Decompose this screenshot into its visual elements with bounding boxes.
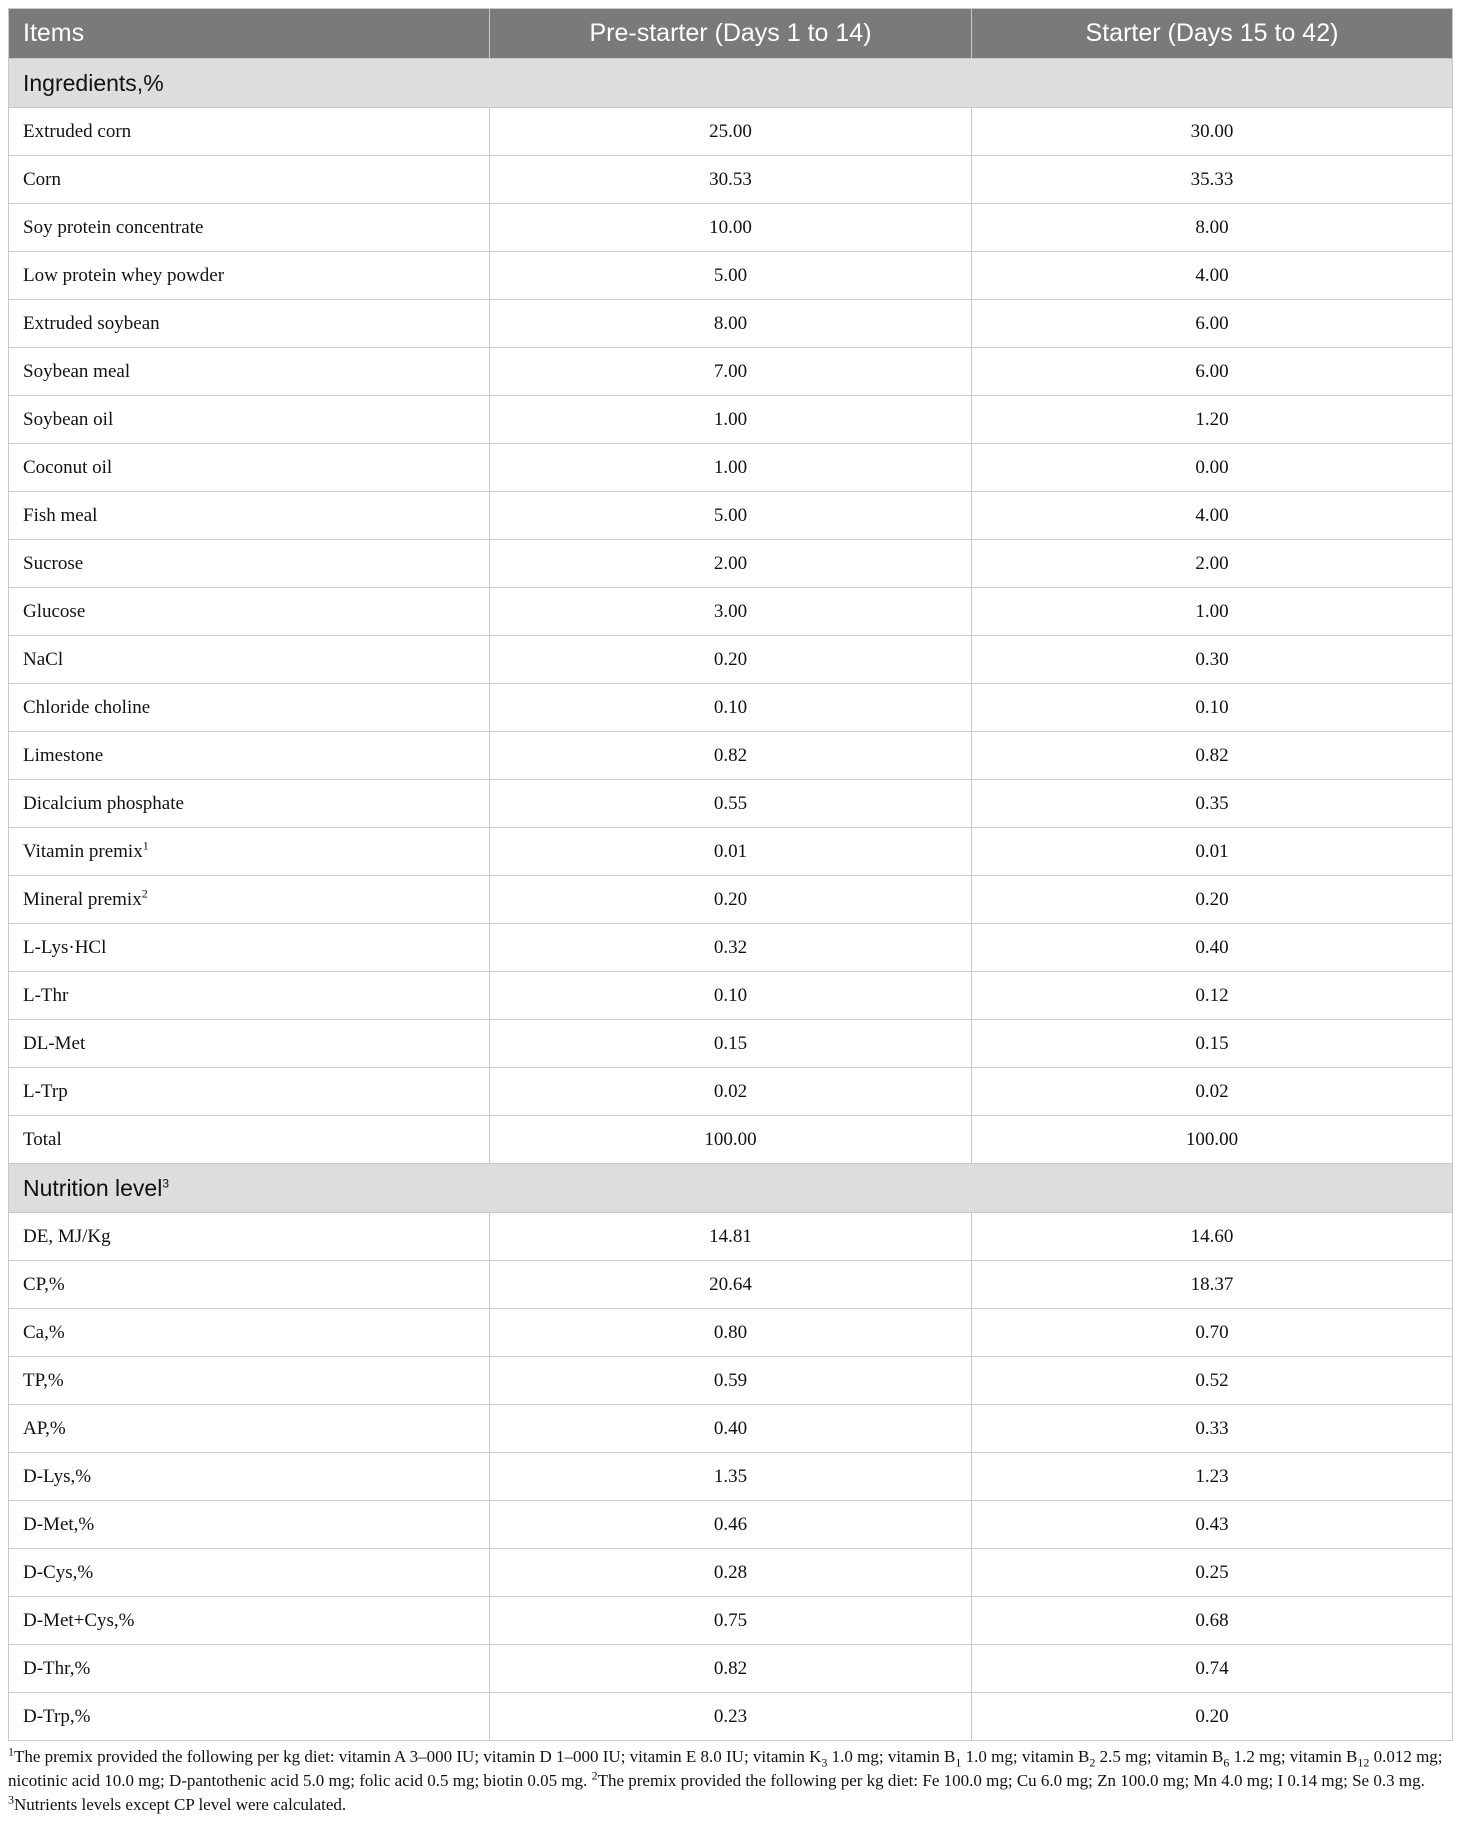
pre-starter-value: 0.20 xyxy=(490,636,972,684)
starter-value: 0.10 xyxy=(972,684,1453,732)
starter-value: 0.00 xyxy=(972,444,1453,492)
item-name-cell xyxy=(9,1020,490,1068)
footnote-text: The premix provided the following per kg diet: Fe 100.0 mg; Cu 6.0 mg; Zn 100.0 mg; Mn 4.0 mg; I 0.14 mg; Se 0.3 mg. xyxy=(597,1771,1425,1790)
pre-starter-value: 0.59 xyxy=(490,1357,972,1405)
item-name: L-Thr xyxy=(23,984,69,1006)
item-name: CP,% xyxy=(23,1273,65,1295)
starter-value: 0.35 xyxy=(972,780,1453,828)
item-name-cell xyxy=(9,1261,490,1309)
footnote-text: 1.0 mg; vitamin B xyxy=(961,1747,1090,1766)
starter-value: 0.33 xyxy=(972,1405,1453,1453)
item-name: Glucose xyxy=(23,600,86,622)
footnote-subscript: 3 xyxy=(821,1755,828,1770)
footnote-marker: 2 xyxy=(141,886,148,901)
item-name-cell xyxy=(9,444,490,492)
item-name: TP,% xyxy=(23,1369,64,1391)
starter-value: 30.00 xyxy=(972,108,1453,156)
footnote-marker: 1 xyxy=(8,1744,14,1759)
starter-value: 4.00 xyxy=(972,492,1453,540)
pre-starter-value: 7.00 xyxy=(490,348,972,396)
pre-starter-value: 0.82 xyxy=(490,732,972,780)
item-name: AP,% xyxy=(23,1417,66,1439)
item-name-cell xyxy=(9,780,490,828)
starter-value: 6.00 xyxy=(972,348,1453,396)
pre-starter-value: 30.53 xyxy=(490,156,972,204)
table-row xyxy=(9,108,1453,156)
pre-starter-value: 0.10 xyxy=(490,972,972,1020)
header-starter: Starter (Days 15 to 42) xyxy=(972,9,1453,59)
item-name-cell xyxy=(9,540,490,588)
item-name-cell xyxy=(9,684,490,732)
table-row xyxy=(9,1213,1453,1261)
pre-starter-value: 1.00 xyxy=(490,444,972,492)
starter-value: 18.37 xyxy=(972,1261,1453,1309)
pre-starter-value: 0.80 xyxy=(490,1309,972,1357)
item-name-cell xyxy=(9,1549,490,1597)
item-name: Fish meal xyxy=(23,504,98,526)
item-name-cell xyxy=(9,972,490,1020)
section-row xyxy=(9,59,1453,108)
item-name-cell xyxy=(9,1645,490,1693)
table-row xyxy=(9,444,1453,492)
footnote-subscript: 6 xyxy=(1223,1755,1230,1770)
item-name: DL-Met xyxy=(23,1032,86,1054)
pre-starter-value: 0.15 xyxy=(490,1020,972,1068)
table-row xyxy=(9,540,1453,588)
footnote-marker: 2 xyxy=(591,1768,598,1783)
pre-starter-value: 0.10 xyxy=(490,684,972,732)
section-title xyxy=(9,59,1453,108)
item-name-cell xyxy=(9,588,490,636)
item-name: NaCl xyxy=(23,648,64,670)
footnote-text: The premix provided the following per kg diet: vitamin A 3–000 IU; vitamin D 1–000 IU; vitamin E 8.0 IU; vitamin K xyxy=(14,1747,822,1766)
starter-value: 8.00 xyxy=(972,204,1453,252)
starter-value: 0.40 xyxy=(972,924,1453,972)
table-row xyxy=(9,492,1453,540)
item-name: Ca,% xyxy=(23,1321,65,1343)
starter-value: 0.43 xyxy=(972,1501,1453,1549)
pre-starter-value: 10.00 xyxy=(490,204,972,252)
item-name-cell xyxy=(9,876,490,924)
starter-value: 4.00 xyxy=(972,252,1453,300)
item-name-cell xyxy=(9,1405,490,1453)
table-row xyxy=(9,1020,1453,1068)
table-row xyxy=(9,1549,1453,1597)
item-name: D-Lys,% xyxy=(23,1465,92,1487)
item-name: Corn xyxy=(23,168,61,190)
header-row xyxy=(9,9,1453,59)
item-name: Low protein whey powder xyxy=(23,264,225,286)
item-name-cell xyxy=(9,348,490,396)
table-row xyxy=(9,156,1453,204)
starter-value: 2.00 xyxy=(972,540,1453,588)
item-name-cell xyxy=(9,1501,490,1549)
table-row xyxy=(9,1405,1453,1453)
starter-value: 0.74 xyxy=(972,1645,1453,1693)
table-row xyxy=(9,1116,1453,1164)
item-name: DE, MJ/Kg xyxy=(23,1225,111,1247)
footnote-subscript: 2 xyxy=(1089,1755,1096,1770)
footnote-marker: 3 xyxy=(162,1175,170,1190)
pre-starter-value: 20.64 xyxy=(490,1261,972,1309)
item-name: D-Met,% xyxy=(23,1513,95,1535)
table-row xyxy=(9,396,1453,444)
item-name-cell xyxy=(9,396,490,444)
item-name: Sucrose xyxy=(23,552,84,574)
starter-value: 0.70 xyxy=(972,1309,1453,1357)
starter-value: 35.33 xyxy=(972,156,1453,204)
item-name-cell xyxy=(9,204,490,252)
starter-value: 100.00 xyxy=(972,1116,1453,1164)
section-title-text: Ingredients,% xyxy=(23,69,164,96)
pre-starter-value: 0.46 xyxy=(490,1501,972,1549)
item-name-cell xyxy=(9,156,490,204)
diet-composition-table xyxy=(8,8,1453,1741)
pre-starter-value: 25.00 xyxy=(490,108,972,156)
item-name: Soybean meal xyxy=(23,360,131,382)
pre-starter-value: 0.75 xyxy=(490,1597,972,1645)
table-row xyxy=(9,1068,1453,1116)
header-items: Items xyxy=(9,9,490,59)
starter-value: 14.60 xyxy=(972,1213,1453,1261)
starter-value: 0.15 xyxy=(972,1020,1453,1068)
section-title xyxy=(9,1164,1453,1213)
starter-value: 6.00 xyxy=(972,300,1453,348)
table-row xyxy=(9,1693,1453,1741)
item-name: D-Cys,% xyxy=(23,1561,94,1583)
table-container xyxy=(8,8,1452,1817)
pre-starter-value: 14.81 xyxy=(490,1213,972,1261)
footnote-text: 0.012 mg; nicotinic acid 10.0 mg; D-pantothenic acid 5.0 mg; folic acid 0.5 mg; biotin 0.05 mg. xyxy=(8,1747,1443,1790)
table-row xyxy=(9,636,1453,684)
footnote-text: 2.5 mg; vitamin B xyxy=(1095,1747,1224,1766)
starter-value: 0.02 xyxy=(972,1068,1453,1116)
table-row xyxy=(9,1501,1453,1549)
footnote-marker: 1 xyxy=(142,838,149,853)
item-name: Total xyxy=(23,1128,62,1150)
table-row xyxy=(9,684,1453,732)
footnote-subscript: 1 xyxy=(955,1755,962,1770)
starter-value: 0.82 xyxy=(972,732,1453,780)
table-row xyxy=(9,876,1453,924)
pre-starter-value: 5.00 xyxy=(490,252,972,300)
pre-starter-value: 1.35 xyxy=(490,1453,972,1501)
table-row xyxy=(9,1645,1453,1693)
starter-value: 0.20 xyxy=(972,876,1453,924)
starter-value: 1.00 xyxy=(972,588,1453,636)
table-footnote xyxy=(8,1745,1452,1817)
pre-starter-value: 1.00 xyxy=(490,396,972,444)
item-name-cell xyxy=(9,636,490,684)
item-name-cell xyxy=(9,1693,490,1741)
table-row xyxy=(9,588,1453,636)
item-name-cell xyxy=(9,1068,490,1116)
pre-starter-value: 0.28 xyxy=(490,1549,972,1597)
starter-value: 1.20 xyxy=(972,396,1453,444)
pre-starter-value: 0.20 xyxy=(490,876,972,924)
item-name-cell xyxy=(9,924,490,972)
item-name: Extruded soybean xyxy=(23,312,160,334)
item-name-cell xyxy=(9,1357,490,1405)
starter-value: 0.30 xyxy=(972,636,1453,684)
table-body xyxy=(9,59,1453,1741)
starter-value: 0.01 xyxy=(972,828,1453,876)
item-name: Dicalcium phosphate xyxy=(23,792,184,814)
item-name: Vitamin premix xyxy=(23,840,143,862)
item-name: L-Lys·HCl xyxy=(23,936,107,958)
starter-value: 0.52 xyxy=(972,1357,1453,1405)
pre-starter-value: 0.02 xyxy=(490,1068,972,1116)
table-row xyxy=(9,828,1453,876)
footnote-text: 1.2 mg; vitamin B xyxy=(1229,1747,1358,1766)
starter-value: 1.23 xyxy=(972,1453,1453,1501)
item-name: Extruded corn xyxy=(23,120,132,142)
table-row xyxy=(9,1453,1453,1501)
footnote-text: Nutrients levels except CP level were calculated. xyxy=(14,1795,347,1814)
pre-starter-value: 0.01 xyxy=(490,828,972,876)
item-name: L-Trp xyxy=(23,1080,68,1102)
table-row xyxy=(9,348,1453,396)
pre-starter-value: 0.23 xyxy=(490,1693,972,1741)
table-row xyxy=(9,204,1453,252)
starter-value: 0.68 xyxy=(972,1597,1453,1645)
item-name: D-Met+Cys,% xyxy=(23,1609,135,1631)
item-name-cell xyxy=(9,732,490,780)
item-name: Soy protein concentrate xyxy=(23,216,204,238)
section-row xyxy=(9,1164,1453,1213)
item-name-cell xyxy=(9,1453,490,1501)
item-name: Limestone xyxy=(23,744,104,766)
item-name: D-Trp,% xyxy=(23,1705,91,1727)
pre-starter-value: 0.32 xyxy=(490,924,972,972)
item-name-cell xyxy=(9,492,490,540)
item-name-cell xyxy=(9,1116,490,1164)
pre-starter-value: 0.55 xyxy=(490,780,972,828)
item-name-cell xyxy=(9,1597,490,1645)
item-name: Mineral premix xyxy=(23,888,142,910)
item-name: Chloride choline xyxy=(23,696,151,718)
item-name-cell xyxy=(9,828,490,876)
pre-starter-value: 0.82 xyxy=(490,1645,972,1693)
pre-starter-value: 2.00 xyxy=(490,540,972,588)
pre-starter-value: 3.00 xyxy=(490,588,972,636)
item-name: Soybean oil xyxy=(23,408,114,430)
item-name-cell xyxy=(9,300,490,348)
item-name-cell xyxy=(9,1309,490,1357)
section-title-text: Nutrition level xyxy=(23,1174,163,1201)
table-row xyxy=(9,1597,1453,1645)
table-row xyxy=(9,300,1453,348)
footnote-marker: 3 xyxy=(8,1792,14,1807)
pre-starter-value: 100.00 xyxy=(490,1116,972,1164)
starter-value: 0.25 xyxy=(972,1549,1453,1597)
item-name-cell xyxy=(9,108,490,156)
table-row xyxy=(9,780,1453,828)
starter-value: 0.12 xyxy=(972,972,1453,1020)
table-row xyxy=(9,1261,1453,1309)
footnote-subscript: 12 xyxy=(1357,1755,1370,1770)
item-name: D-Thr,% xyxy=(23,1657,91,1679)
item-name: Coconut oil xyxy=(23,456,113,478)
table-row xyxy=(9,1357,1453,1405)
pre-starter-value: 0.40 xyxy=(490,1405,972,1453)
header-pre-starter: Pre-starter (Days 1 to 14) xyxy=(490,9,972,59)
pre-starter-value: 5.00 xyxy=(490,492,972,540)
table-row xyxy=(9,252,1453,300)
item-name-cell xyxy=(9,252,490,300)
table-row xyxy=(9,972,1453,1020)
table-row xyxy=(9,732,1453,780)
starter-value: 0.20 xyxy=(972,1693,1453,1741)
table-row xyxy=(9,924,1453,972)
item-name-cell xyxy=(9,1213,490,1261)
table-row xyxy=(9,1309,1453,1357)
footnote-text: 1.0 mg; vitamin B xyxy=(827,1747,956,1766)
pre-starter-value: 8.00 xyxy=(490,300,972,348)
